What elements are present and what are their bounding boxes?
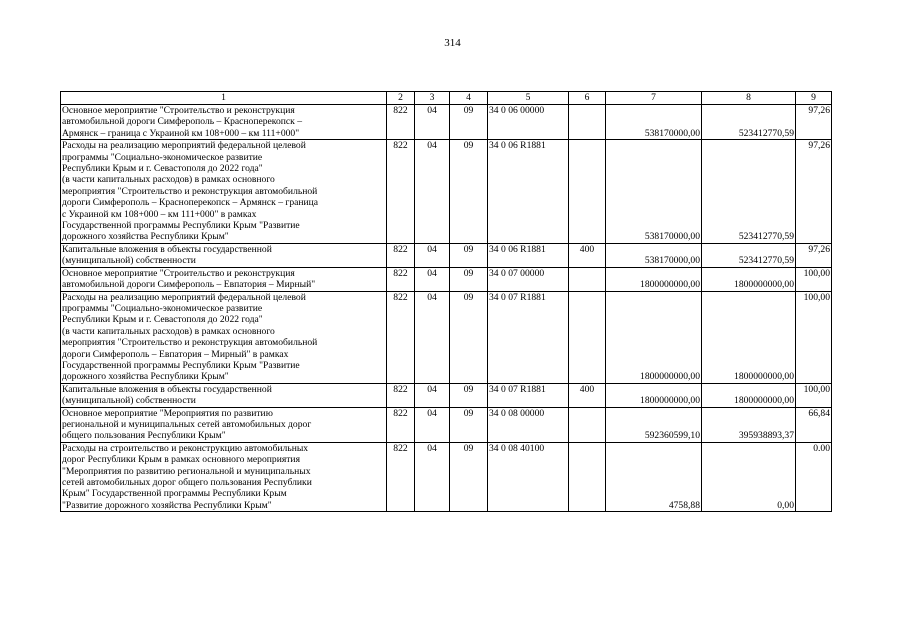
table-row [61, 442, 832, 511]
row-name-cell: Расходы на реализацию мероприятий федеральной целевой программы "Социально-экономическое развитие Республики Крым и г. Севастополя до 2022 года" (в части капитальных расходов) в рамках основного мероприятия "Строительство и реконструкция автомобильной дороги Симферополь – Красноперекопск – Армянск – граница с Украиной км 108+000 – км 111+000" в рамках Государственной программы Республики Крым "Развитие дорожного хозяйства Республики Крым" [61, 140, 387, 244]
target-article-cell: 34 0 07 R1881 [488, 291, 569, 383]
column-header: 1 [61, 92, 387, 105]
section-cell: 04 [415, 442, 450, 511]
admin-code-cell: 822 [387, 140, 415, 244]
approved-amount-cell: 1800000000,00 [606, 383, 702, 407]
expense-type-cell [569, 407, 606, 442]
expense-type-cell [569, 442, 606, 511]
page-number: 314 [444, 37, 461, 49]
subsection-cell: 09 [450, 407, 488, 442]
executed-amount-cell: 523412770,59 [702, 243, 796, 267]
executed-amount-cell: 1800000000,00 [702, 267, 796, 291]
section-cell: 04 [415, 105, 450, 140]
budget-table [60, 91, 832, 512]
executed-amount-cell: 395938893,37 [702, 407, 796, 442]
target-article-cell: 34 0 06 R1881 [488, 140, 569, 244]
section-cell: 04 [415, 291, 450, 383]
admin-code-cell: 822 [387, 407, 415, 442]
admin-code-cell: 822 [387, 442, 415, 511]
target-article-cell: 34 0 07 R1881 [488, 383, 569, 407]
section-cell: 04 [415, 383, 450, 407]
column-header: 4 [450, 92, 488, 105]
target-article-cell: 34 0 08 40100 [488, 442, 569, 511]
executed-amount-cell: 0,00 [702, 442, 796, 511]
approved-amount-cell: 4758,88 [606, 442, 702, 511]
target-article-cell: 34 0 08 00000 [488, 407, 569, 442]
column-header: 9 [796, 92, 832, 105]
execution-percent-cell: 66,84 [796, 407, 832, 442]
table-row [61, 105, 832, 140]
expense-type-cell: 400 [569, 243, 606, 267]
execution-percent-cell: 100,00 [796, 383, 832, 407]
admin-code-cell: 822 [387, 291, 415, 383]
subsection-cell: 09 [450, 442, 488, 511]
expense-type-cell [569, 140, 606, 244]
table-row [61, 291, 832, 383]
approved-amount-cell: 538170000,00 [606, 105, 702, 140]
execution-percent-cell: 0.00 [796, 442, 832, 511]
execution-percent-cell: 97,26 [796, 140, 832, 244]
table-row [61, 383, 832, 407]
subsection-cell: 09 [450, 243, 488, 267]
table-row [61, 407, 832, 442]
column-header: 6 [569, 92, 606, 105]
table-row [61, 267, 832, 291]
execution-percent-cell: 97,26 [796, 243, 832, 267]
table-row [61, 243, 832, 267]
row-name-cell: Капитальные вложения в объекты государственной (муниципальной) собственности [61, 383, 387, 407]
row-name-cell: Расходы на строительство и реконструкцию автомобильных дорог Республики Крым в рамках основного мероприятия "Мероприятия по развитию региональной и муниципальных сетей автомобильных дорог общего пользования Республики Крым" Государственной программы Республики Крым "Развитие дорожного хозяйства Республики Крым" [61, 442, 387, 511]
approved-amount-cell: 538170000,00 [606, 243, 702, 267]
row-name-cell: Капитальные вложения в объекты государственной (муниципальной) собственности [61, 243, 387, 267]
approved-amount-cell: 1800000000,00 [606, 291, 702, 383]
subsection-cell: 09 [450, 105, 488, 140]
table-row [61, 140, 832, 244]
expense-type-cell [569, 267, 606, 291]
section-cell: 04 [415, 243, 450, 267]
executed-amount-cell: 1800000000,00 [702, 383, 796, 407]
executed-amount-cell: 1800000000,00 [702, 291, 796, 383]
executed-amount-cell: 523412770,59 [702, 105, 796, 140]
execution-percent-cell: 100,00 [796, 291, 832, 383]
approved-amount-cell: 1800000000,00 [606, 267, 702, 291]
subsection-cell: 09 [450, 291, 488, 383]
admin-code-cell: 822 [387, 105, 415, 140]
target-article-cell: 34 0 07 00000 [488, 267, 569, 291]
subsection-cell: 09 [450, 140, 488, 244]
section-cell: 04 [415, 407, 450, 442]
expense-type-cell [569, 291, 606, 383]
header-row [61, 92, 832, 105]
execution-percent-cell: 97,26 [796, 105, 832, 140]
target-article-cell: 34 0 06 R1881 [488, 243, 569, 267]
column-header: 7 [606, 92, 702, 105]
executed-amount-cell: 523412770,59 [702, 140, 796, 244]
row-name-cell: Основное мероприятие "Строительство и реконструкция автомобильной дороги Симферополь – Красноперекопск – Армянск – граница с Украиной км 108+000 – км 111+000" [61, 105, 387, 140]
row-name-cell: Расходы на реализацию мероприятий федеральной целевой программы "Социально-экономическое развитие Республики Крым и г. Севастополя до 2022 года" (в части капитальных расходов) в рамках основного мероприятия "Строительство и реконструкция автомобильной дороги Симферополь – Евпатория – Мирный" в рамках Государственной программы Республики Крым "Развитие дорожного хозяйства Республики Крым" [61, 291, 387, 383]
admin-code-cell: 822 [387, 383, 415, 407]
approved-amount-cell: 592360599,10 [606, 407, 702, 442]
section-cell: 04 [415, 267, 450, 291]
row-name-cell: Основное мероприятие "Мероприятия по развитию региональной и муниципальных сетей автомобильных дорог общего пользования Республики Крым" [61, 407, 387, 442]
section-cell: 04 [415, 140, 450, 244]
target-article-cell: 34 0 06 00000 [488, 105, 569, 140]
expense-type-cell [569, 105, 606, 140]
column-header: 8 [702, 92, 796, 105]
expense-type-cell: 400 [569, 383, 606, 407]
column-header: 5 [488, 92, 569, 105]
execution-percent-cell: 100,00 [796, 267, 832, 291]
row-name-cell: Основное мероприятие "Строительство и реконструкция автомобильной дороги Симферополь – Евпатория – Мирный" [61, 267, 387, 291]
admin-code-cell: 822 [387, 267, 415, 291]
subsection-cell: 09 [450, 383, 488, 407]
approved-amount-cell: 538170000,00 [606, 140, 702, 244]
column-header: 3 [415, 92, 450, 105]
column-header: 2 [387, 92, 415, 105]
subsection-cell: 09 [450, 267, 488, 291]
admin-code-cell: 822 [387, 243, 415, 267]
